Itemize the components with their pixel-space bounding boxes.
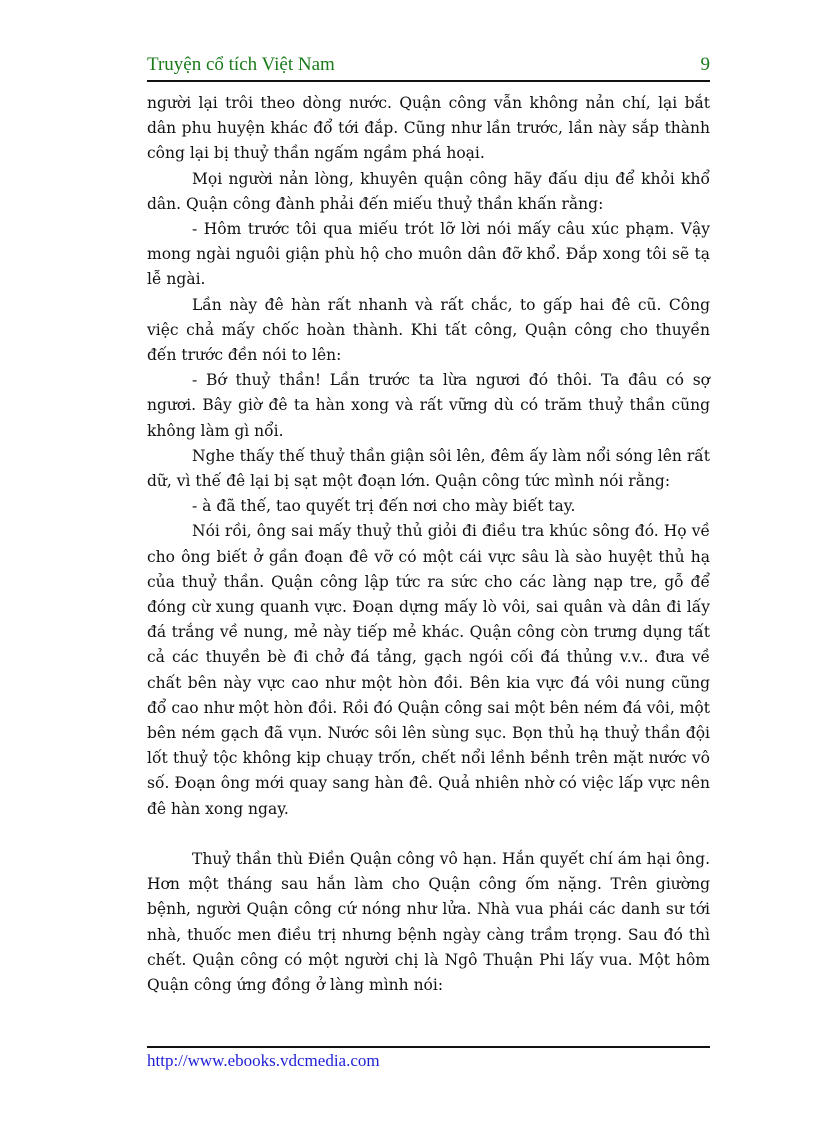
- story-text: [147, 91, 710, 998]
- paragraph: Mọi người nản lòng, khuyên quận công hãy đấu dịu để khỏi khổ dân. Quận công đành phải đến miếu thuỷ thần khấn rằng:: [147, 169, 710, 213]
- paragraph: Nói rồi, ông sai mấy thuỷ thủ giỏi đi điều tra khúc sông đó. Họ về cho ông biết ở gần đoạn đê vỡ có một cái vực sâu là sào huyệt thủ hạ của thuỷ thần. Quận công lập tức ra sức cho các làng nạp tre, gỗ để đóng cừ xung quanh vực. Đoạn dựng mấy lò vôi, sai quân và dân đi lấy đá trắng về nung, mẻ này tiếp mẻ khác. Quận công còn trưng dụng tất cả các thuyền bè đi chở đá tảng, gạch ngói cối đá thủng v.v.. đưa về chất bên này vực cao như một hòn đồi. Bên kia vực đá vôi nung cũng đổ cao như một hòn đồi. Rồi đó Quận công sai một bên ném đá vôi, một bên ném gạch đã vụn. Nước sôi lên sùng sục. Bọn thủ hạ thuỷ thần đội lốt thuỷ tộc không kịp chuạy trốn, chết nổi lềnh bềnh trên mặt nước vô số. Đoạn ông mới quay sang hàn đê. Quả nhiên nhờ có việc lấp vực nên đê hàn xong ngay.: [147, 522, 710, 818]
- paragraph: Nghe thấy thế thuỷ thần giận sôi lên, đêm ấy làm nổi sóng lên rất dữ, vì thế đê lại bị sạt một đoạn lớn. Quận công tức mình nói rằng:: [147, 446, 710, 491]
- paragraph: Lần này đê hàn rất nhanh và rất chắc, to gấp hai đê cũ. Công việc chả mấy chốc hoàn thành. Khi tất công, Quận công cho thuyền đến trước đền nói to lên:: [147, 295, 710, 365]
- paragraph: người lại trôi theo dòng nước. Quận công vẫn không nản chí, lại bắt dân phu huyện khác đổ tới đắp. Cũng như lần trước, lần này sắp thành công lại bị thuỷ thần ngấm ngầm phá hoại.: [147, 94, 710, 163]
- paragraph: - Bớ thuỷ thần! Lần trước ta lừa ngươi đó thôi. Ta đâu có sợ ngươi. Bây giờ đê ta hàn xong và rất vững dù có trăm thuỷ thần cũng không làm gì nổi.: [147, 371, 710, 440]
- paragraph: - à đã thế, tao quyết trị đến nơi cho mày biết tay.: [192, 497, 576, 516]
- footer-url-link[interactable]: http://www.ebooks.vdcmedia.com: [147, 1051, 380, 1070]
- paragraph: - Hôm trước tôi qua miếu trót lỡ lời nói mấy câu xúc phạm. Vậy mong ngài nguôi giận phù hộ cho muôn dân đỡ khổ. Đắp xong tôi sẽ tạ lễ ngài.: [147, 220, 710, 289]
- footer-divider: [147, 1046, 710, 1048]
- header-divider: [147, 80, 710, 82]
- paragraph: Thuỷ thần thù Điền Quận công vô hạn. Hắn quyết chí ám hại ông. Hơn một tháng sau hắn làm cho Quận công ốm nặng. Trên giường bệnh, người Quận công cứ nóng như lửa. Nhà vua phái các danh sư tới nhà, thuốc men điều trị nhưng bệnh ngày càng trầm trọng. Sau đó thì chết. Quận công có một người chị là Ngô Thuận Phi lấy vua. Một hôm Quận công ứng đồng ở làng mình nói:: [147, 849, 710, 994]
- page-number: 9: [700, 54, 710, 75]
- page-header: [147, 52, 710, 76]
- book-title: Truyện cổ tích Việt Nam: [147, 54, 335, 75]
